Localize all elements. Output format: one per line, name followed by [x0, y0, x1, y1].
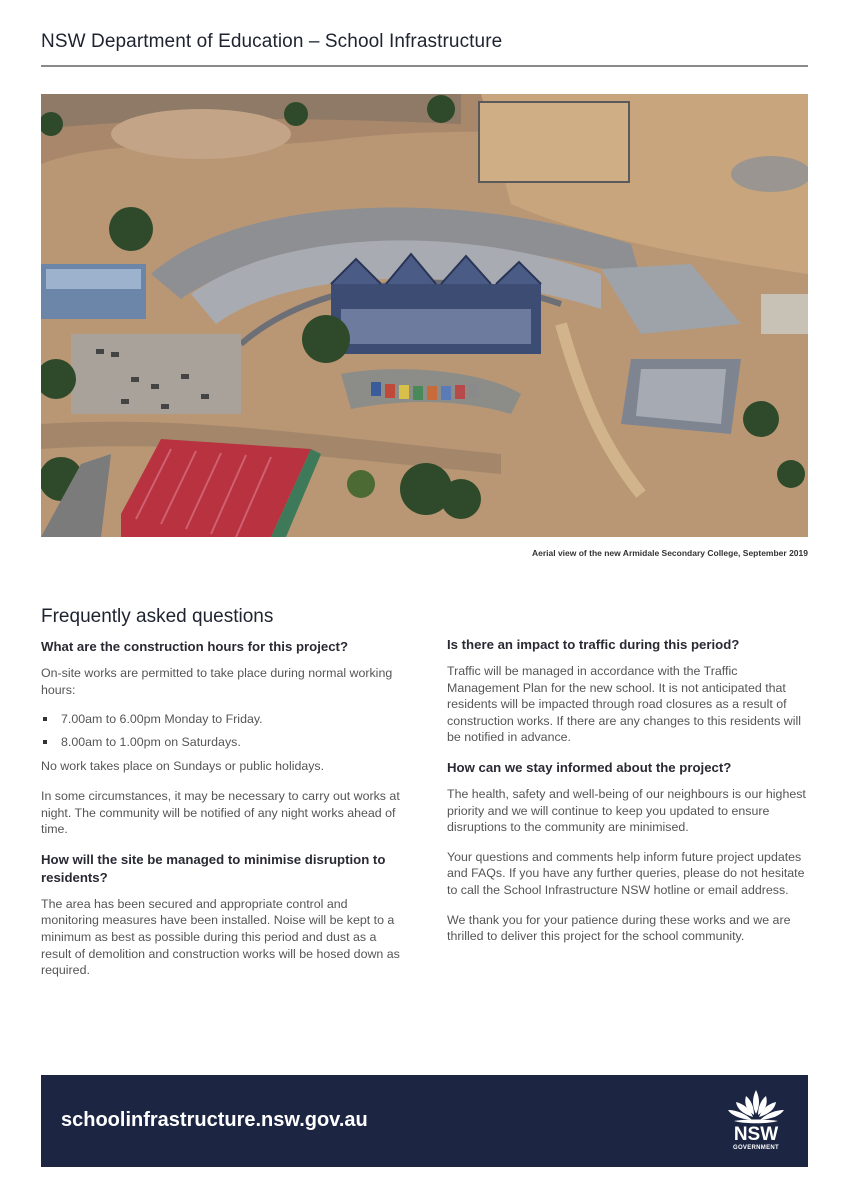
logo-government-text: GOVERNMENT [732, 1145, 779, 1151]
faq-right-column [447, 636, 812, 958]
nsw-government-logo [724, 1088, 788, 1156]
hours-list [41, 711, 406, 750]
document-header [41, 31, 808, 67]
faq-title: Frequently asked questions [41, 606, 274, 627]
question-stay-informed: How can we stay informed about the project? [447, 759, 732, 775]
question-construction-hours: What are the construction hours for this project? [41, 639, 348, 654]
question-traffic-impact: Is there an impact to traffic during this period? [447, 637, 740, 652]
bullet-icon [43, 740, 47, 744]
paragraph: In some circumstances, it may be necessary to carry out works at night. The community will be notified of any night works ahead of time. [41, 788, 400, 837]
logo-nsw-text: NSW [733, 1124, 779, 1145]
faq-left-column [41, 606, 406, 992]
aerial-photo [41, 94, 808, 537]
list-item: 7.00am to 6.00pm Monday to Friday. [41, 711, 406, 728]
photo-caption: Aerial view of the new Armidale Secondary College, September 2019 [531, 548, 808, 558]
paragraph: We thank you for your patience during these works and we are thrilled to deliver this project for the school community. [447, 912, 791, 944]
paragraph: No work takes place on Sundays or public holidays. [41, 759, 325, 774]
bullet-icon [43, 717, 47, 721]
website-link[interactable]: schoolinfrastructure.nsw.gov.au [61, 1109, 368, 1131]
paragraph: The area has been secured and appropriate control and monitoring measures have been installed. Noise will be kept to a minimum as best as possible during this period and dust as a result of demolition and construction works will be hosed down as required. [41, 896, 400, 978]
paragraph: On-site works are permitted to take place during normal working hours: [41, 666, 393, 697]
paragraph: Traffic will be managed in accordance with the Traffic Management Plan for the new school. It is not anticipated that residents will be impacted through road closures as a result of construction works. If there are any changes to this residents will be notified in advance. [447, 664, 801, 745]
paragraph: Your questions and comments help inform future project updates and FAQs. If you have any further queries, please do not hesitate to call the School Infrastructure NSW hotline or email address. [447, 849, 805, 897]
waratah-flower-icon [724, 1088, 788, 1126]
list-item: 8.00am to 1.00pm on Saturdays. [41, 734, 406, 751]
header-title: NSW Department of Education – School Infrastructure [41, 31, 503, 52]
footer-bar [41, 1075, 808, 1167]
question-site-management: How will the site be managed to minimise disruption to residents? [41, 851, 386, 885]
paragraph: The health, safety and well-being of our neighbours is our highest priority and we will continue to keep you updated to ensure disruptions to the community are minimised. [447, 786, 806, 835]
